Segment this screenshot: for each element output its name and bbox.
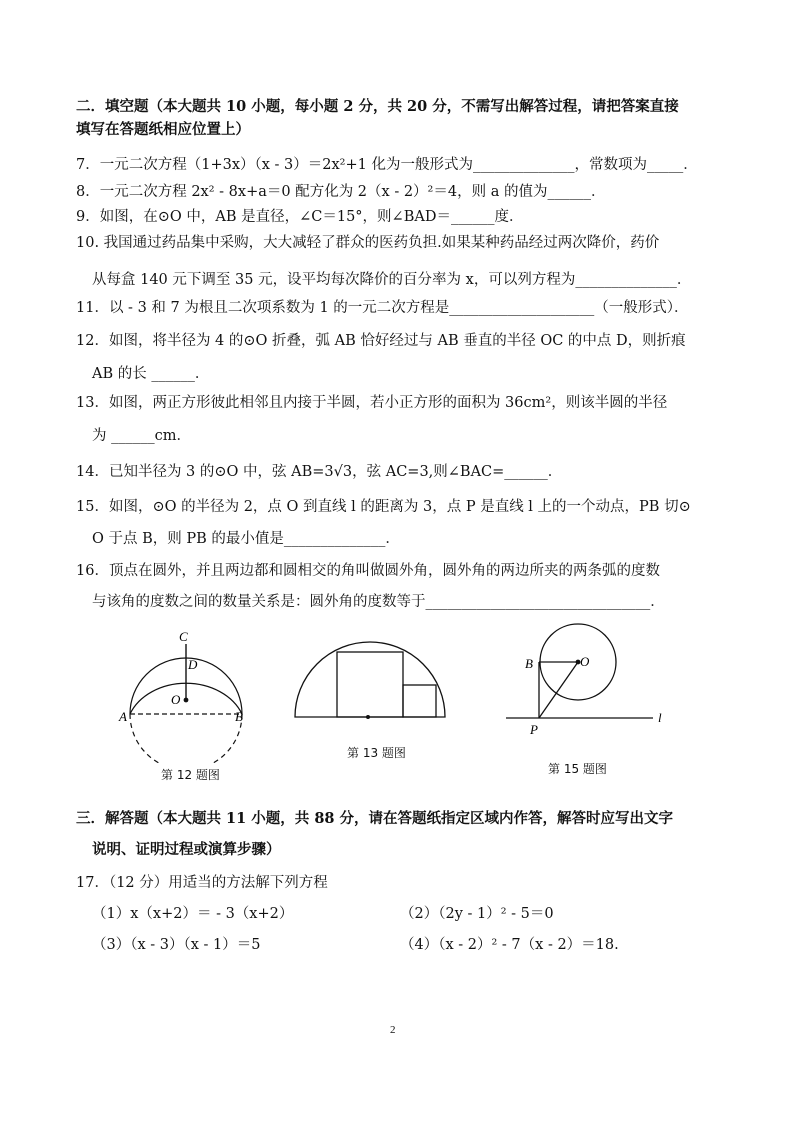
section-2-title-line1: 二．填空题（本大题共 10 小题，每小题 2 分，共 20 分，不需写出解答过程，请把答案直接 (76, 98, 679, 115)
question-13-line1: 13．如图，两正方形彼此相邻且内接于半圆，若小正方形的面积为 36cm²，则该半圆的半径 (76, 395, 668, 411)
figure-12-caption: 第 12 题图 (161, 768, 220, 782)
fig15-label-p: P (530, 722, 538, 737)
figure-12 (118, 628, 248, 763)
figure-15-caption: 第 15 题图 (548, 762, 607, 776)
question-9: 9．如图，在⊙O 中，AB 是直径，∠C＝15°，则∠BAD＝______度． (76, 209, 524, 225)
fig12-label-a: A (119, 709, 127, 724)
question-12-line2: AB 的长 ______． (92, 366, 210, 382)
question-17-part4: （4）（x - 2）² - 7（x - 2）＝18. (400, 937, 619, 953)
fig12-label-c: C (179, 629, 188, 644)
question-10-line1: 10. 我国通过药品集中采购，大大减轻了群众的医药负担.如果某种药品经过两次降价，药价 (76, 235, 660, 251)
question-15-line1: 15．如图，⊙O 的半径为 2，点 O 到直线 l 的距离为 3，点 P 是直线 l 上的一个动点，PB 切⊙ (76, 499, 691, 515)
question-16-line2: 与该角的度数之间的数量关系是：圆外角的度数等于_______________________________． (92, 594, 665, 610)
fig15-label-b: B (525, 656, 533, 671)
section-2-title-line2: 填写在答题纸相应位置上） (76, 121, 250, 138)
question-16-line1: 16．顶点在圆外，并且两边都和圆相交的角叫做圆外角，圆外角的两边所夹的两条弧的度数 (76, 563, 660, 579)
fig12-label-o: O (171, 692, 181, 707)
section-3-title-line1: 三．解答题（本大题共 11 小题，共 88 分，请在答题纸指定区域内作答，解答时应写出文字 (76, 810, 674, 827)
question-15-line2: O 于点 B，则 PB 的最小值是______________． (92, 531, 400, 547)
fig12-label-d: D (188, 657, 198, 672)
question-13-line2: 为 ______cm． (92, 428, 191, 444)
figure-13-caption: 第 13 题图 (347, 746, 406, 760)
fig15-label-o: O (580, 654, 590, 669)
question-14: 14．已知半径为 3 的⊙O 中，弦 AB=3√3，弦 AC=3,则∠BAC=______． (76, 464, 563, 480)
question-17-heading: 17．（12 分）用适当的方法解下列方程 (76, 875, 328, 891)
question-7: 7．一元二次方程（1+3x）（x - 3）＝2x²+1 化为一般形式为______________，常数项为_____． (76, 157, 698, 173)
figure-13 (290, 640, 450, 722)
question-8: 8．一元二次方程 2x² - 8x+a＝0 配方化为 2（x - 2）²＝4，则 a 的值为______． (76, 184, 606, 200)
question-12-line1: 12．如图，将半径为 4 的⊙O 折叠，弧 AB 恰好经过与 AB 垂直的半径 OC 的中点 D，则折痕 (76, 333, 686, 349)
question-17-part2: （2）（2y - 1）² - 5＝0 (400, 906, 554, 922)
page-number: 2 (390, 1024, 396, 1036)
section-3-title-line2: 说明、证明过程或演算步骤） (92, 841, 281, 858)
question-17-part1: （1）x（x+2）＝ - 3（x+2） (92, 906, 294, 922)
figure-15 (498, 622, 668, 742)
fig12-label-b: B (235, 709, 243, 724)
question-11: 11．以 - 3 和 7 为根且二次项系数为 1 的一元二次方程是____________________（一般形式）． (76, 300, 689, 316)
fig15-label-l: l (658, 710, 662, 725)
question-17-part3: （3）（x - 3）（x - 1）＝5 (92, 937, 261, 953)
question-10-line2: 从每盒 140 元下调至 35 元，设平均每次降价的百分率为 x，可以列方程为______________． (92, 272, 692, 288)
